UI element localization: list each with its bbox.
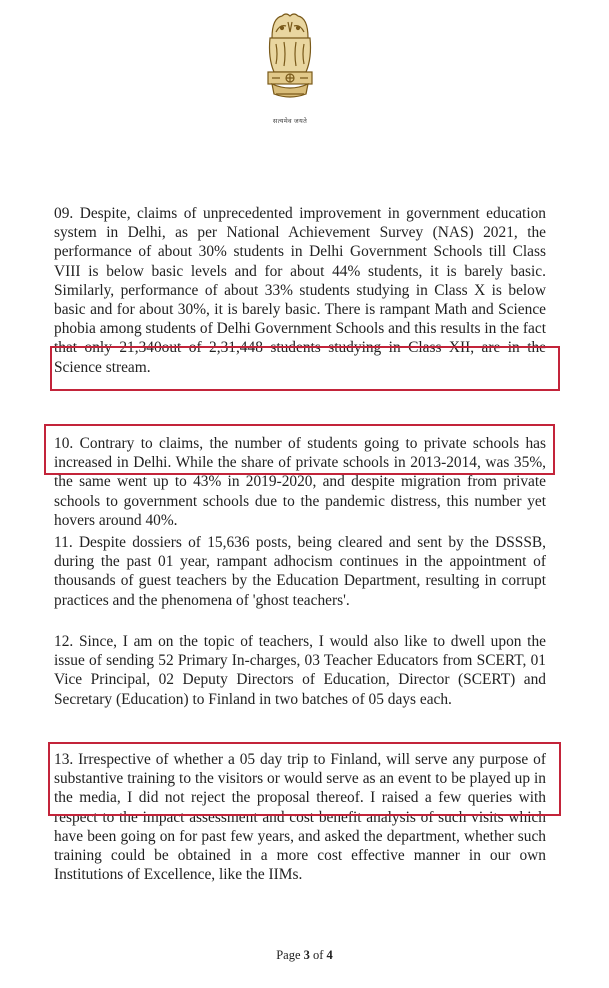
paragraph-13: 13. Irrespective of whether a 05 day trip to Finland, will serve any purpose of substantive training to the visitors or would serve as an event to be played up in the media, I did not reject the proposal thereof. I raised a few queries with respect to the impact assessment and cost benefit analysis of such visits which have been going on for past few years, and asked the department, whether such training could be obtained in a more cost effective manner in our own Institutions of Excellence, like the IIMs. (54, 751, 546, 884)
paragraph-09: 09. Despite, claims of unprecedented improvement in government education system in Delhi, as per National Achievement Survey (NAS) 2021, the performance of about 30% students in Delhi Government Schools till Class VIII is below basic levels and for about 44% students, it is barely basic. Similarly, performance of about 33% students studying in Class X is below basic and for about 30%, it is barely basic. There is rampant Math and Science phobia among students of Delhi Government Schools and this results in the fact that only 21,340out of 2,31,448 students studying in Class XII, are in the Science stream. (54, 205, 546, 376)
paragraph-12: 12. Since, I am on the topic of teachers, I would also like to dwell upon the issue of sending 52 Primary In-charges, 03 Teacher Educators from SCERT, 01 Vice Principal, 02 Deputy Directors of Education, Director (SCERT) and Secretary (Education) to Finland in two batches of 05 days each. (54, 633, 546, 708)
paragraph-10: 10. Contrary to claims, the number of students going to private schools has increased in Delhi. While the share of private schools in 2013-2014, was 35%, the same went up to 43% in 2019-2020, and despite migration from private schools to government schools due to the pandemic distress, this number yet hovers around 40%. (54, 435, 546, 529)
paragraph-11: 11. Despite dossiers of 15,636 posts, being cleared and sent by the DSSSB, during the past 01 year, rampant adhocism continues in the appointment of thousands of guest teachers by the Education Department, resulting in corrupt practices and the phenomena of 'ghost teachers'. (54, 534, 546, 609)
current-page: 3 (303, 948, 310, 962)
total-pages: 4 (326, 948, 333, 962)
emblem-caption: सत्यमेव जयते (272, 118, 308, 125)
page-number (0, 948, 609, 963)
of-label: of (313, 948, 324, 962)
page-label: Page (276, 948, 301, 962)
lion-capital-emblem-icon (258, 8, 322, 132)
